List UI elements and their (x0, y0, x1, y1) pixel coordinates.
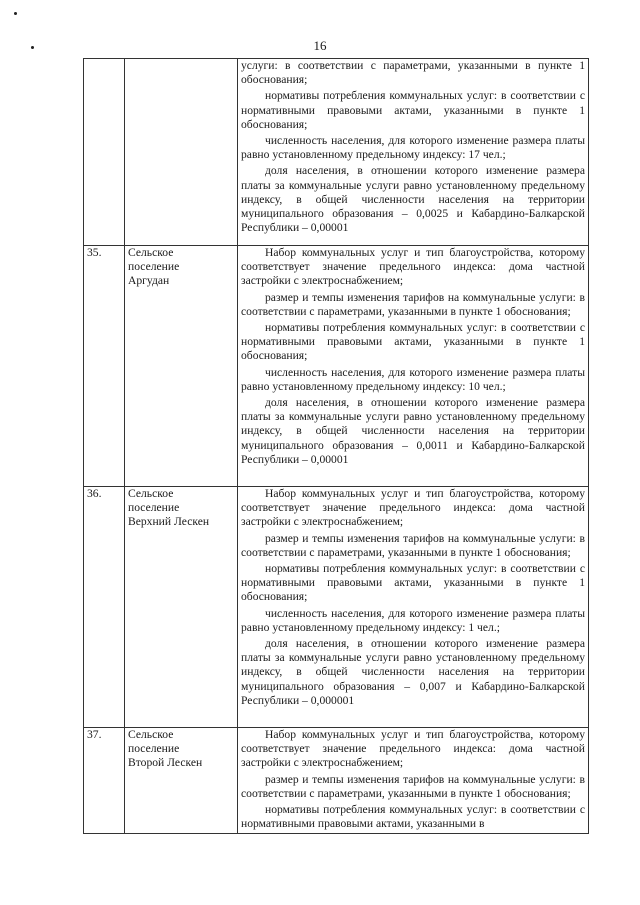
paragraph: нормативы потребления коммунальных услуг: в соответствии с нормативными правовыми актами, указанными в пункте 1 обоснования; (241, 562, 585, 604)
paragraph: численность населения, для которого изменение размера платы равно установленному предельному индексу: 1 чел.; (241, 606, 585, 634)
row-description (238, 487, 589, 728)
settlement-name-line: поселение (128, 742, 180, 756)
settlement-name-line: Сельское (128, 728, 174, 741)
settlement-name-line: Аргудан (128, 274, 170, 288)
row-description (238, 728, 589, 834)
row-number (84, 59, 125, 246)
page-number: 16 (313, 38, 327, 53)
row-number: 36. (84, 487, 125, 728)
settlement-name-line: Второй Лескен (128, 756, 203, 770)
paragraph: услуги: в соответствии с параметрами, указанными в пункте 1 обоснования; (241, 59, 585, 87)
settlement-name-line: Верхний Лескен (128, 515, 210, 529)
settlement-name (125, 487, 238, 728)
paragraph: численность населения, для которого изменение размера платы равно установленному предельному индексу: 10 чел.; (241, 365, 585, 393)
scan-speck (14, 12, 17, 15)
paragraph: численность населения, для которого изменение размера платы равно установленному предельному индексу: 17 чел.; (241, 134, 585, 162)
settlement-name-line: поселение (128, 260, 180, 274)
table-row (84, 728, 589, 834)
paragraph: размер и темпы изменения тарифов на коммунальные услуги: в соответствии с параметрами, указанными в пункте 1 обоснования; (241, 290, 585, 318)
settlement-name (125, 246, 238, 487)
paragraph: нормативы потребления коммунальных услуг: в соответствии с нормативными правовыми актами, указанными в пункте 1 обоснования; (241, 89, 585, 131)
settlement-name (125, 728, 238, 834)
row-number: 35. (84, 246, 125, 487)
table-row (84, 59, 589, 246)
row-description (238, 246, 589, 487)
paragraph: Набор коммунальных услуг и тип благоустройства, которому соответствует значение предельного индекса: дома частной застройки с электроснабжением; (241, 246, 585, 288)
settlements-table (83, 58, 589, 834)
settlement-name-line: поселение (128, 501, 180, 515)
settlement-name-line: Сельское (128, 246, 174, 259)
paragraph: Набор коммунальных услуг и тип благоустройства, которому соответствует значение предельного индекса: дома частной застройки с электроснабжением; (241, 728, 585, 770)
paragraph: доля населения, в отношении которого изменение размера платы за коммунальные услуги равно установленному предельному индексу, в общей численности населения на территории муниципального образования – 0,0011 и Кабардино-Балкарской Республики – 0,00001 (241, 396, 585, 466)
settlement-name (125, 59, 238, 246)
row-description (238, 59, 589, 246)
settlement-name-line: Сельское (128, 487, 174, 500)
row-number: 37. (84, 728, 125, 834)
paragraph: доля населения, в отношении которого изменение размера платы за коммунальные услуги равно установленному предельному индексу, в общей численности населения на территории муниципального образования – 0,007 и Кабардино-Балкарской Республики – 0,000001 (241, 637, 585, 707)
paragraph: нормативы потребления коммунальных услуг: в соответствии с нормативными правовыми актами, указанными в (241, 803, 585, 831)
paragraph: доля населения, в отношении которого изменение размера платы за коммунальные услуги равно установленному предельному индексу, в общей численности населения на территории муниципального образования – 0,0025 и Кабардино-Балкарской Республики – 0,00001 (241, 164, 585, 235)
paragraph: размер и темпы изменения тарифов на коммунальные услуги: в соответствии с параметрами, указанными в пункте 1 обоснования; (241, 531, 585, 559)
table-row (84, 487, 589, 728)
paragraph: Набор коммунальных услуг и тип благоустройства, которому соответствует значение предельного индекса: дома частной застройки с электроснабжением; (241, 487, 585, 529)
paragraph: нормативы потребления коммунальных услуг: в соответствии с нормативными правовыми актами, указанными в пункте 1 обоснования; (241, 321, 585, 363)
paragraph: размер и темпы изменения тарифов на коммунальные услуги: в соответствии с параметрами, указанными в пункте 1 обоснования; (241, 772, 585, 800)
table-row (84, 246, 589, 487)
